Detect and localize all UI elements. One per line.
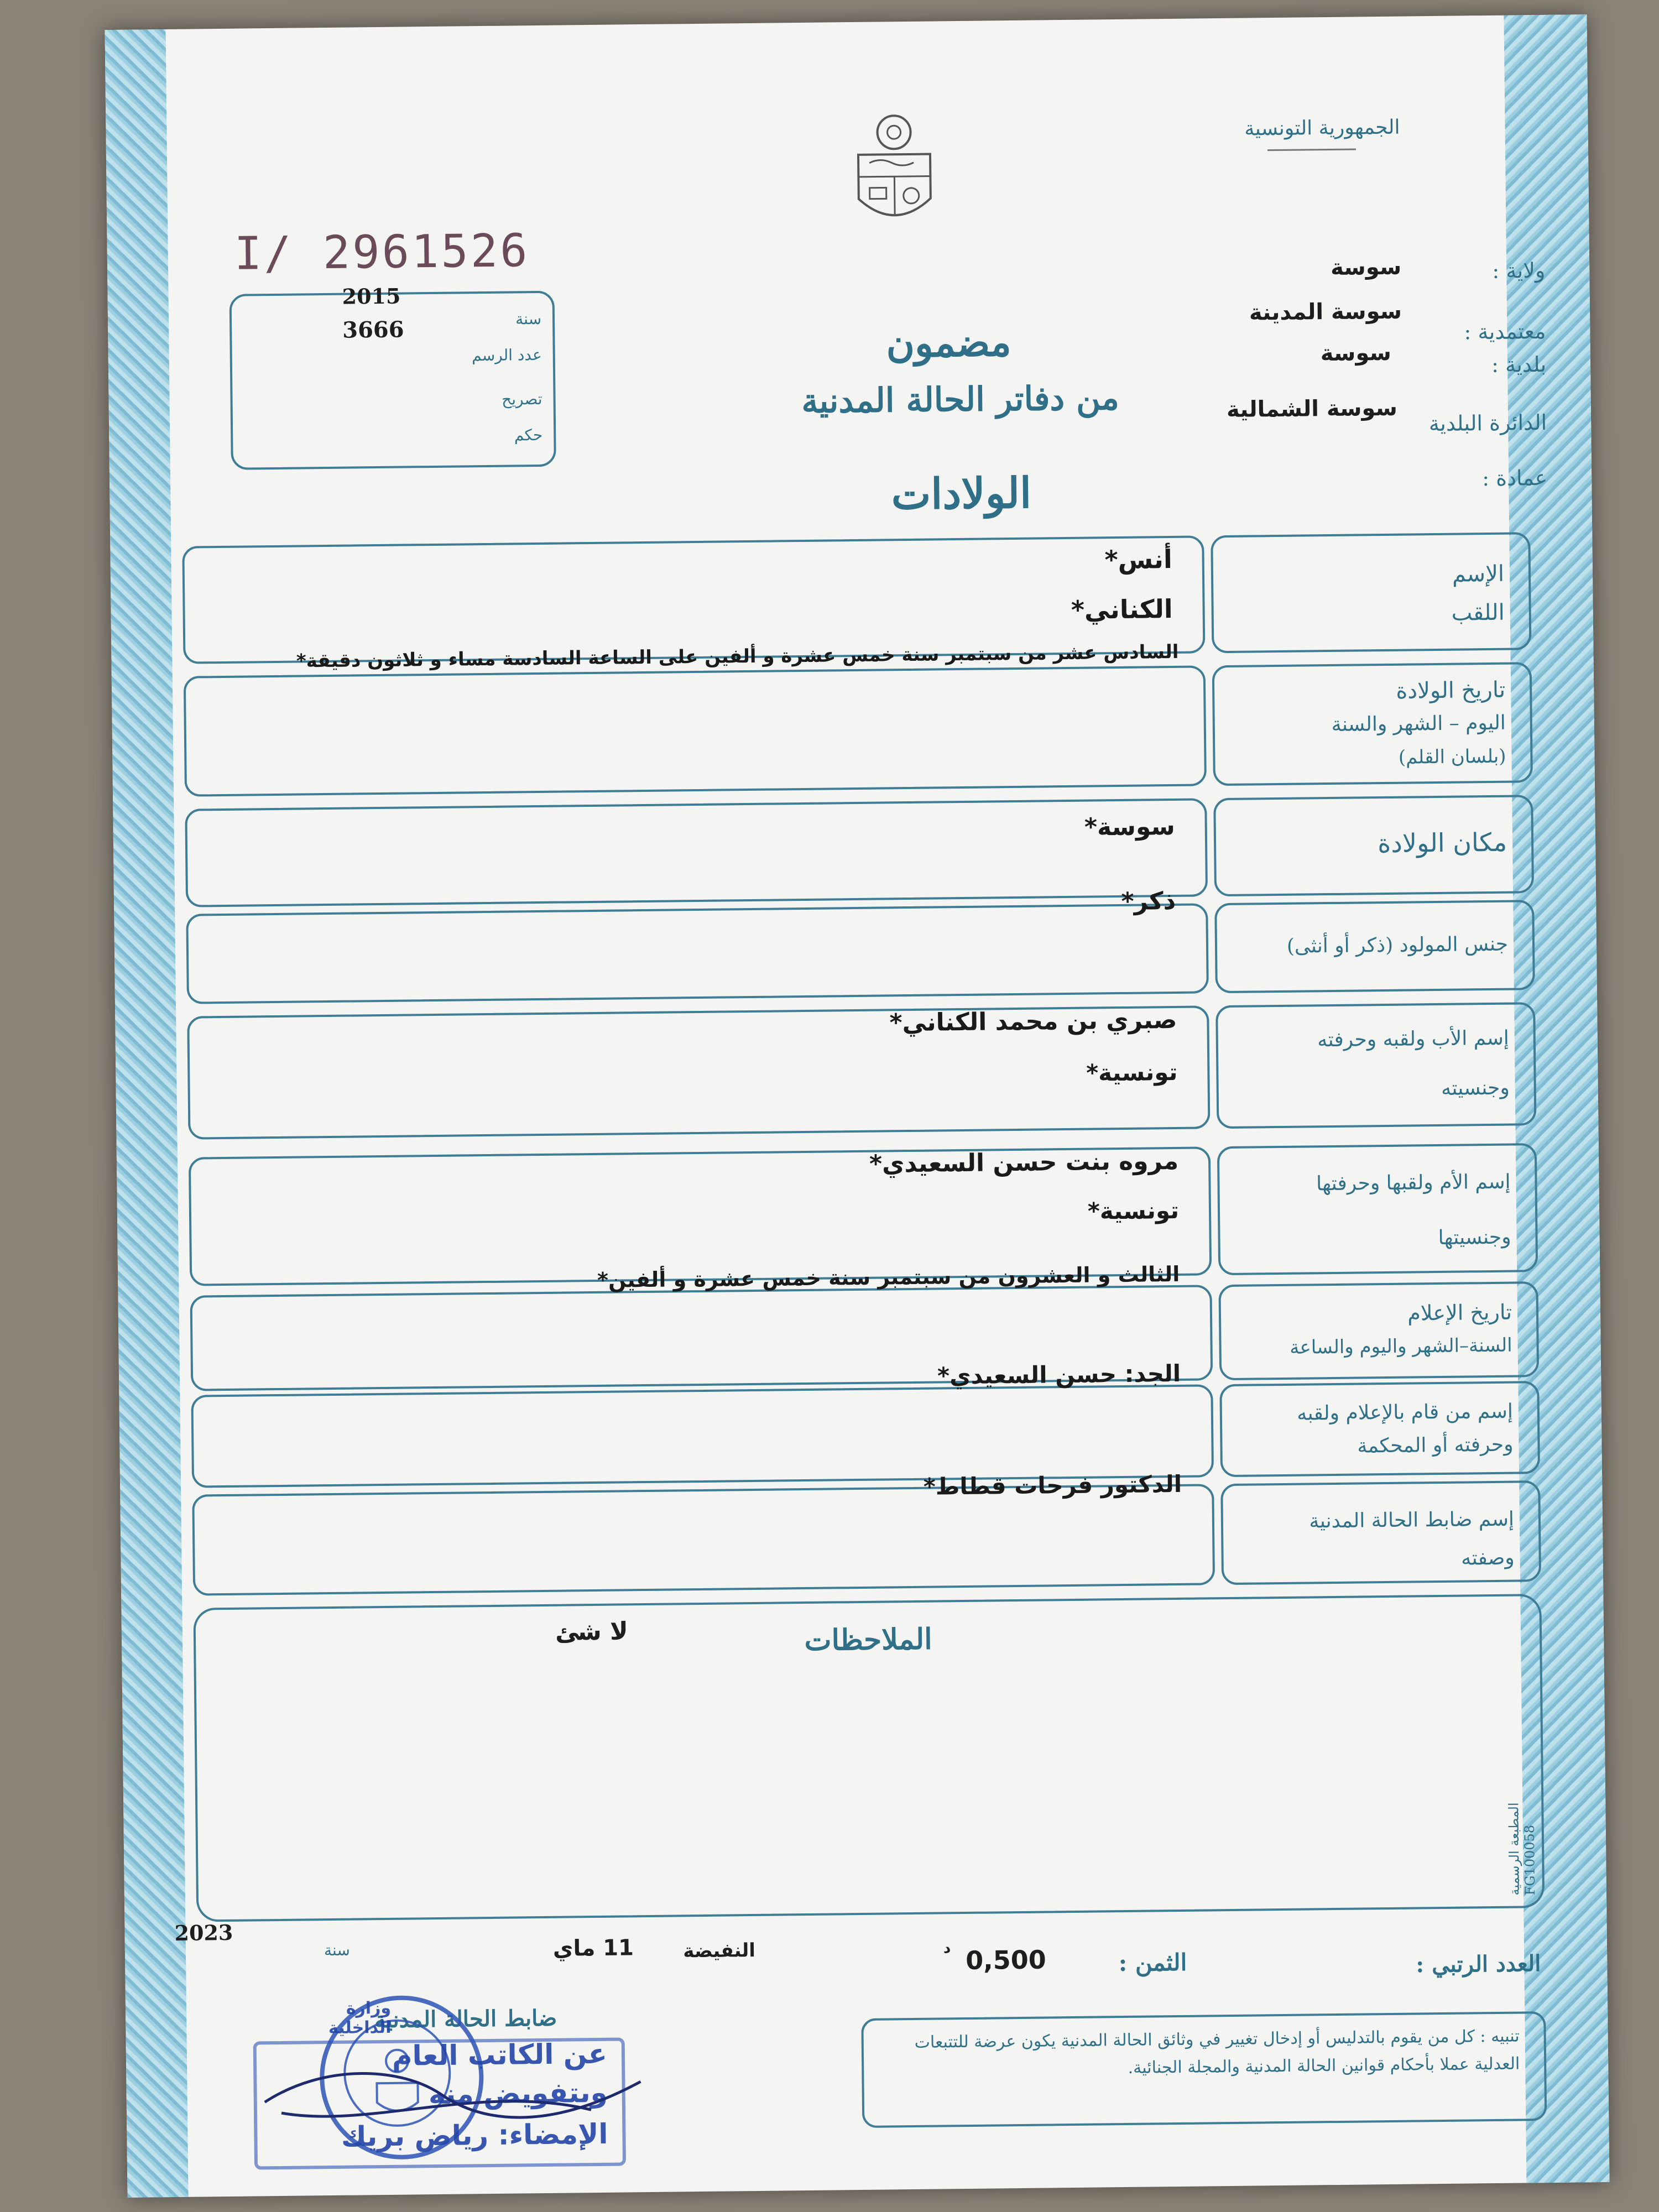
doc-title-1: مضمون bbox=[886, 319, 1012, 367]
value-mother: مروه بنت حسن السعيدي* bbox=[869, 1146, 1179, 1178]
section-title: الولادات bbox=[891, 468, 1032, 519]
serial-number: I/ 2961526 bbox=[234, 225, 530, 280]
baladia-label: بلدية : bbox=[1491, 352, 1547, 377]
daira-value: سوسة الشمالية bbox=[1226, 395, 1398, 422]
registry-year-label: سنة bbox=[515, 309, 542, 328]
registry-judgment-label: حكم bbox=[514, 425, 543, 445]
value-declaration-date: الثالث و العشرون من سبتمبر سنة خمس عشرة و ألفين* bbox=[597, 1261, 1180, 1292]
label-first-name: الإسم bbox=[1452, 561, 1505, 587]
wilaya-value: سوسة bbox=[1330, 254, 1402, 280]
value-mother-nationality: تونسية* bbox=[1087, 1196, 1180, 1225]
stamp-line-2: وبتفويض منه bbox=[428, 2076, 608, 2111]
footer-date: 11 ماي bbox=[552, 1935, 634, 1961]
label-declaration-date-format: السنة–الشهر واليوم والساعة bbox=[1290, 1334, 1512, 1359]
label-mother-nationality: وجنسيتها bbox=[1438, 1225, 1511, 1250]
footer-place: النفيضة bbox=[682, 1939, 756, 1963]
doc-title-2: من دفاتر الحالة المدنية bbox=[801, 378, 1120, 421]
label-surname: اللقب bbox=[1451, 599, 1505, 626]
label-birth-place: مكان الولادة bbox=[1377, 827, 1507, 859]
republic-header: الجمهورية التونسية bbox=[1244, 116, 1400, 140]
row-father-label-box bbox=[1215, 1002, 1536, 1129]
registry-declaration-label: تصريح bbox=[502, 389, 542, 409]
remarks-value: لا شئ bbox=[555, 1617, 629, 1646]
row-gender-value-box bbox=[186, 903, 1209, 1004]
value-birth-place: سوسة* bbox=[1084, 812, 1176, 842]
price-unit: د bbox=[943, 1940, 951, 1957]
label-father-nationality: وجنسيته bbox=[1441, 1076, 1510, 1100]
decorative-border-left bbox=[105, 29, 189, 2198]
header-divider bbox=[1267, 148, 1356, 151]
label-officer-title: وصفته bbox=[1461, 1546, 1515, 1570]
value-birth-date: السادس عشر من سبتمبر سنة خمس عشرة و ألفين على الساعة السادسة مساء و ثلاثون دقيقة* bbox=[296, 640, 1179, 672]
row-officer-value-box bbox=[192, 1484, 1215, 1595]
label-birth-date-words: (بلسان القلم) bbox=[1398, 745, 1506, 769]
stamp-line-3: الإمضاء: رياض بريك bbox=[341, 2117, 608, 2153]
remarks-label: الملاحظات bbox=[804, 1622, 932, 1658]
registry-number-value: 3666 bbox=[342, 316, 404, 343]
value-first-name: أنس* bbox=[1104, 544, 1172, 575]
label-mother: إسم الأم ولقبها وحرفتها bbox=[1316, 1170, 1511, 1196]
motamadia-label: معتمدية : bbox=[1464, 319, 1546, 345]
value-gender: ذكر* bbox=[1121, 886, 1176, 916]
stamp-ring-text: وزارة الداخلية bbox=[328, 1998, 392, 2038]
value-father: صبري بن محمد الكناني* bbox=[889, 1005, 1177, 1037]
value-father-nationality: تونسية* bbox=[1086, 1058, 1178, 1087]
daira-label: الدائرة البلدية bbox=[1428, 410, 1547, 436]
footer-year-label: سنة bbox=[324, 1940, 351, 1960]
coat-of-arms-icon bbox=[847, 104, 942, 232]
label-declarant-profession: وحرفته أو المحكمة bbox=[1357, 1433, 1514, 1458]
wilaya-label: ولاية : bbox=[1492, 258, 1546, 283]
price-value: 0,500 bbox=[965, 1944, 1046, 1976]
label-gender: جنس المولود (ذكر أو أنثى) bbox=[1286, 932, 1509, 958]
label-father: إسم الأب ولقبه وحرفته bbox=[1317, 1026, 1509, 1052]
printer-side-text: المطبعة الرسمية FG100058 bbox=[1506, 1802, 1538, 1896]
omada-label: عمادة : bbox=[1482, 465, 1548, 491]
registry-year-value: 2015 bbox=[342, 283, 401, 309]
label-birth-date: تاريخ الولادة bbox=[1396, 677, 1506, 704]
value-declarant: الجد: حسن السعيدي* bbox=[937, 1359, 1181, 1390]
registry-number-label: عدد الرسم bbox=[471, 345, 542, 365]
label-declaration-date: تاريخ الإعلام bbox=[1407, 1300, 1512, 1326]
motamadia-value: سوسة المدينة bbox=[1249, 298, 1402, 326]
label-officer: إسم ضابط الحالة المدنية bbox=[1309, 1507, 1515, 1533]
row-birthdate-value-box bbox=[184, 665, 1207, 796]
price-label: الثمن : bbox=[1118, 1948, 1187, 1977]
registry-box bbox=[229, 283, 556, 470]
label-birth-date-format: اليوم – الشهر والسنة bbox=[1331, 711, 1506, 736]
footer-year-value: 2023 bbox=[174, 1919, 233, 1946]
handwritten-signature-icon bbox=[259, 2048, 647, 2141]
label-declarant: إسم من قام بالإعلام ولقبه bbox=[1297, 1400, 1514, 1425]
warning-text: تنبيه : كل من يقوم بالتدليس أو إدخال تغيير في وثائق الحالة المدنية يكون عرضة للتتبعات العدلية عملا بأحكام قوانين الحالة المدنية والمجلة الجنائية. bbox=[914, 2026, 1520, 2078]
value-officer: الدكتور فرحات قطاط* bbox=[923, 1470, 1182, 1500]
birth-certificate-paper bbox=[105, 14, 1610, 2198]
stamp-line-1: عن الكاتب العام bbox=[392, 2037, 608, 2072]
officer-signature-label: ضابط الحالة المدنية bbox=[374, 2005, 557, 2033]
rank-number-label: العدد الرتبي : bbox=[1416, 1950, 1541, 1978]
value-surname: الكناني* bbox=[1071, 593, 1173, 625]
baladia-value: سوسة bbox=[1320, 340, 1392, 367]
